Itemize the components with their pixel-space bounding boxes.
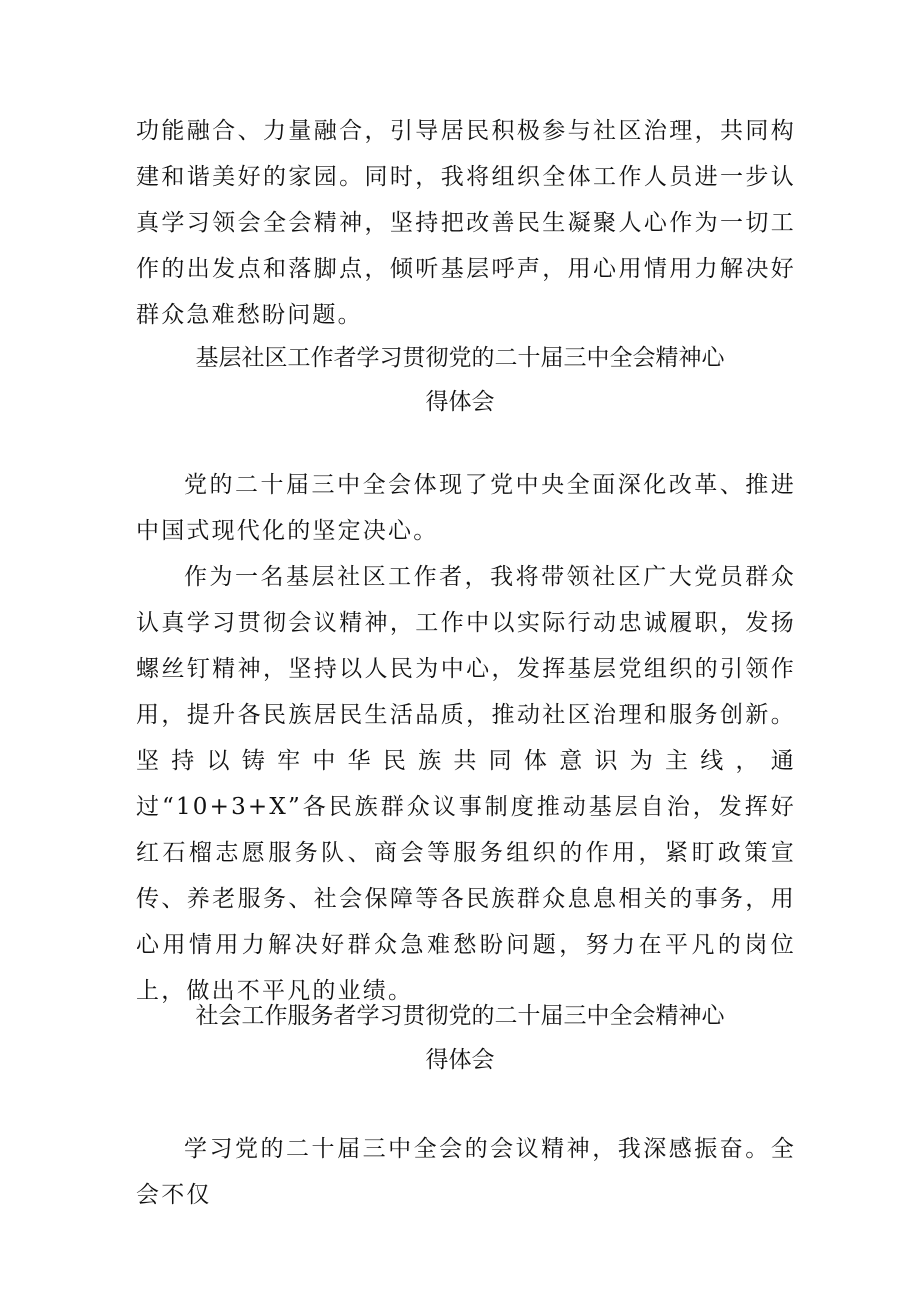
section1-title bbox=[120, 336, 800, 424]
section1-paragraph-2: 作为一名基层社区工作者，我将带领社区广大党员群众认真学习贯彻会议精神，工作中以实际行动忠诚履职，发扬螺丝钉精神，坚持以人民为中心，发挥基层党组织的引领作用，提升各民族居民生活品质，推动社区治理和服务创新。坚持以铸牢中华民族共同体意识为主线，通过“10+3+X”各民族群众议事制度推动基层自治，发挥好红石榴志愿服务队、商会等服务组织的作用，紧盯政策宣传、养老服务、社会保障等各民族群众息息相关的事务，用心用情用力解决好群众急难愁盼问题，努力在平凡的岗位上，做出不平凡的业绩。 bbox=[136, 564, 796, 1004]
section2-title-line2: 得体会 bbox=[425, 1047, 495, 1073]
continued-paragraph: 功能融合、力量融合，引导居民积极参与社区治理，共同构建和谐美好的家园。同时，我将组织全体工作人员进一步认真学习领会全会精神，坚持把改善民生凝聚人心作为一切工作的出发点和落脚点，倾听基层呼声，用心用情用力解决好群众急难愁盼问题。 bbox=[136, 118, 796, 328]
section1-paragraph-1: 党的二十届三中全会体现了党中央全面深化改革、推进中国式现代化的坚定决心。 bbox=[136, 472, 796, 544]
section2-title bbox=[120, 994, 800, 1082]
section1-title-line2: 得体会 bbox=[425, 389, 495, 415]
section1-title-line1: 基层社区工作者学习贯彻党的二十届三中全会精神心 bbox=[195, 345, 725, 371]
section2-title-line1: 社会工作服务者学习贯彻党的二十届三中全会精神心 bbox=[195, 1003, 725, 1029]
section2-paragraph-1: 学习党的二十届三中全会的会议精神，我深感振奋。全会不仅 bbox=[136, 1136, 796, 1208]
